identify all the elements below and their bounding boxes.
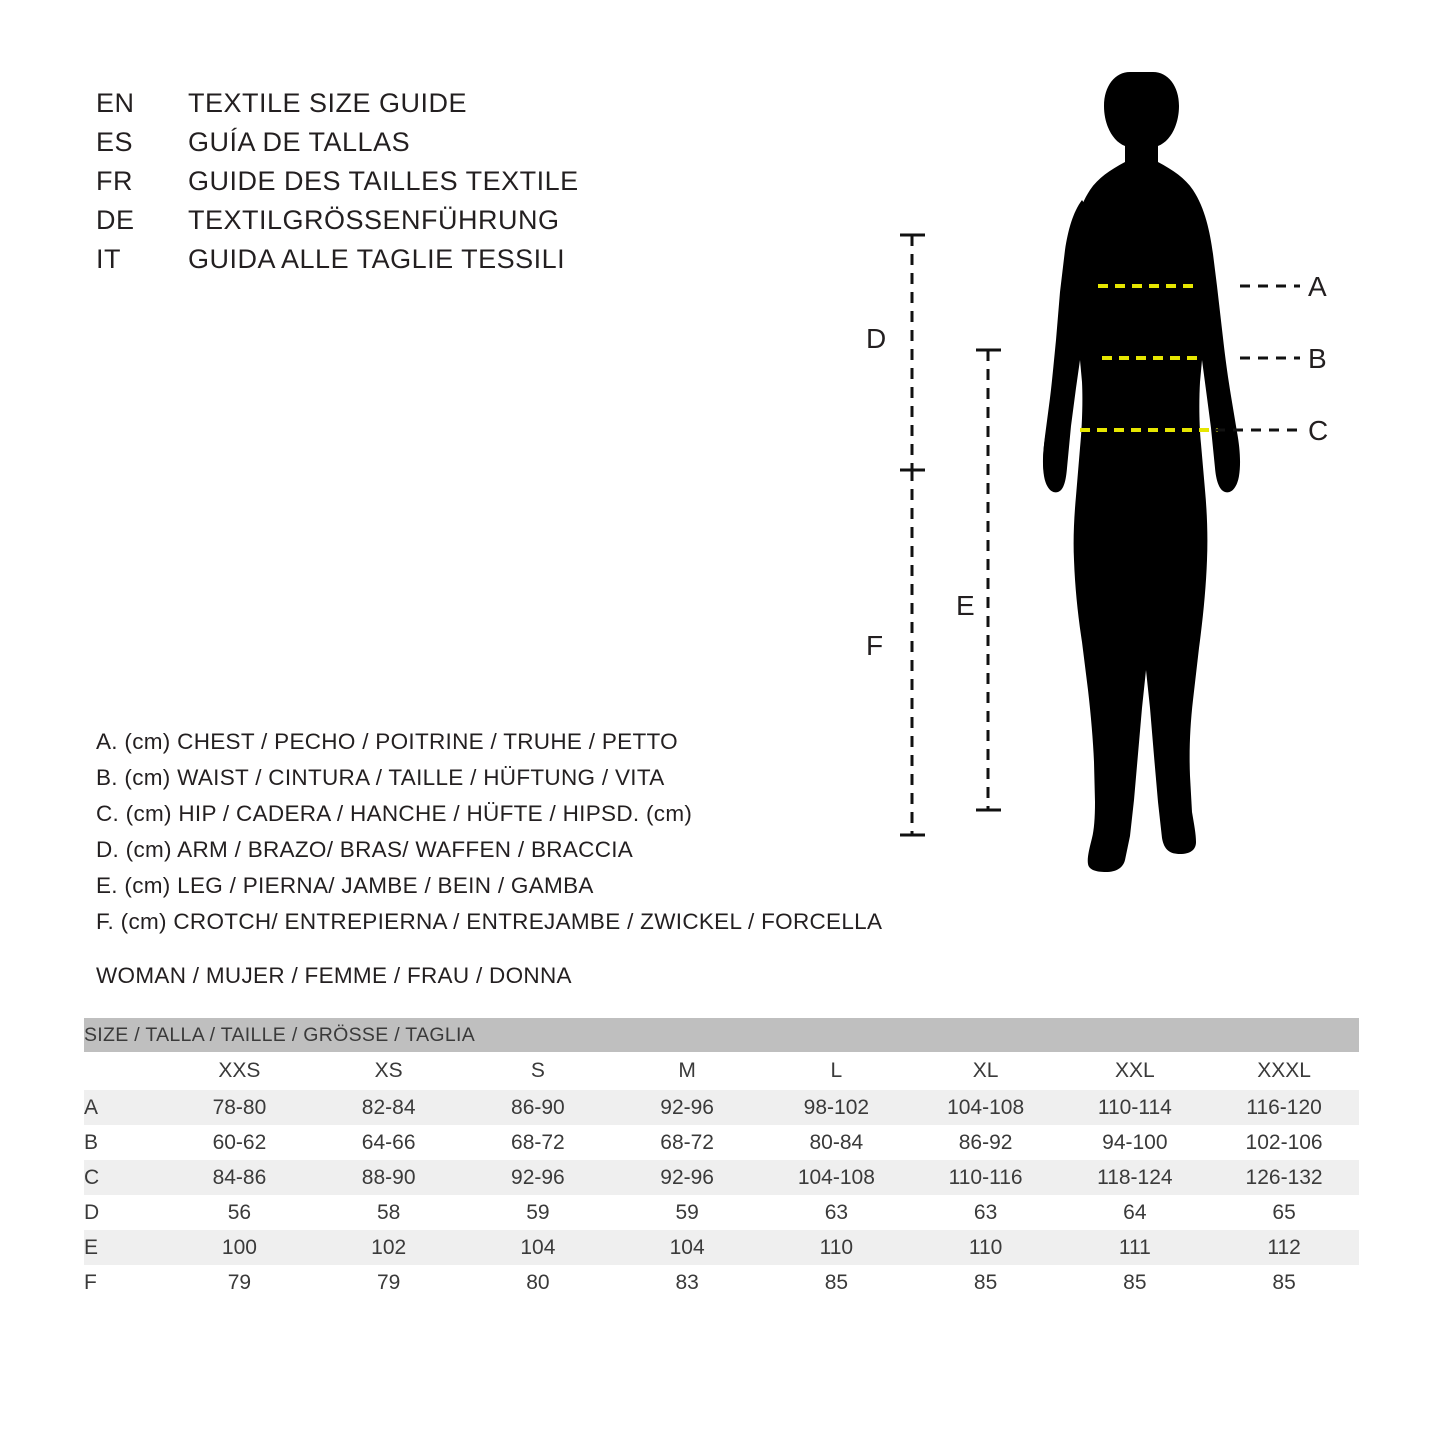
title-text-it: GUIDA ALLE TAGLIE TESSILI <box>188 244 566 274</box>
cell-a-l: 98-102 <box>762 1090 911 1125</box>
cell-c-l: 104-108 <box>762 1160 911 1195</box>
cell-f-m: 83 <box>675 1270 699 1294</box>
cell-a-m: 92-96 <box>612 1090 762 1125</box>
cell-a-xxs: 78-80 <box>165 1090 314 1125</box>
legend-item-b: B. (cm) WAIST / CINTURA / TAILLE / HÜFTUNG / VITA <box>96 765 665 790</box>
cell-a-s: 86-90 <box>464 1090 613 1125</box>
cell-f-s: 80 <box>526 1270 550 1294</box>
cell-f-xxs: 79 <box>227 1270 252 1294</box>
header-size-xxl: XXL <box>1061 1052 1210 1090</box>
marker-label-d: D <box>866 323 887 354</box>
cell-a-xxxl: 116-120 <box>1209 1090 1359 1125</box>
cell-d-xxl: 64 <box>1123 1200 1147 1224</box>
header-size-l: L <box>762 1052 911 1090</box>
marker-label-a: A <box>1308 271 1327 302</box>
header-size-xxxl: XXXL <box>1209 1052 1359 1090</box>
cell-c-m: 92-96 <box>612 1160 762 1195</box>
cell-c-s: 92-96 <box>464 1160 613 1195</box>
cell-f-xs: 79 <box>376 1270 401 1294</box>
title-text-es: GUÍA DE TALLAS <box>188 127 411 157</box>
cell-f-xxxl: 85 <box>1272 1270 1296 1294</box>
woman-silhouette-icon <box>1043 72 1240 872</box>
cell-b-m: 68-72 <box>660 1130 714 1154</box>
table-title-row <box>84 1018 1359 1052</box>
marker-label-c: C <box>1308 415 1329 446</box>
cell-a-xxl: 110-114 <box>1061 1090 1210 1125</box>
cell-f-xxl: 85 <box>1123 1270 1147 1294</box>
title-row <box>96 166 579 205</box>
title-lang-it: IT <box>96 244 121 274</box>
title-row <box>96 244 579 283</box>
title-text-en: TEXTILE SIZE GUIDE <box>188 88 468 118</box>
table-row <box>84 1195 1359 1230</box>
title-block <box>96 88 579 283</box>
cell-a-xs: 82-84 <box>314 1090 464 1125</box>
cell-d-l: 63 <box>824 1200 849 1224</box>
cell-d-s: 59 <box>526 1200 550 1224</box>
cell-d-xs: 58 <box>376 1200 401 1224</box>
row-label-c: C <box>84 1160 165 1195</box>
row-label-b: B <box>84 1130 99 1154</box>
row-label-d: D <box>84 1200 100 1224</box>
cell-c-xxl: 118-124 <box>1061 1160 1210 1195</box>
cell-d-xl: 63 <box>973 1200 998 1224</box>
cell-a-xl: 104-108 <box>911 1090 1061 1125</box>
cell-c-xxs: 84-86 <box>165 1160 314 1195</box>
cell-b-xxl: 94-100 <box>1102 1130 1168 1154</box>
cell-e-xs: 102 <box>314 1230 464 1265</box>
title-lang-es: ES <box>96 127 134 157</box>
legend-item-c: C. (cm) HIP / CADERA / HANCHE / HÜFTE / HIPSD. (cm) <box>96 801 693 826</box>
gender-label: WOMAN / MUJER / FEMME / FRAU / DONNA <box>96 963 572 988</box>
cell-b-s: 68-72 <box>511 1130 565 1154</box>
cell-c-xs: 88-90 <box>314 1160 464 1195</box>
title-row <box>96 127 579 166</box>
marker-label-b: B <box>1308 343 1327 374</box>
legend-item-a: A. (cm) CHEST / PECHO / POITRINE / TRUHE / PETTO <box>96 729 678 754</box>
legend-item-e: E. (cm) LEG / PIERNA/ JAMBE / BEIN / GAMBA <box>96 873 594 898</box>
measurement-legend <box>96 724 882 940</box>
row-label-e: E <box>84 1230 165 1265</box>
cell-e-l: 110 <box>762 1230 911 1265</box>
cell-e-xl: 110 <box>911 1230 1061 1265</box>
cell-e-s: 104 <box>464 1230 613 1265</box>
cell-f-xl: 85 <box>973 1270 998 1294</box>
cell-c-xl: 110-116 <box>911 1160 1061 1195</box>
cell-b-l: 80-84 <box>809 1130 864 1154</box>
table-row <box>84 1125 1359 1160</box>
title-lang-de: DE <box>96 205 135 235</box>
body-measurement-figure <box>830 40 1390 920</box>
title-text-de: TEXTILGRÖSSENFÜHRUNG <box>188 205 560 235</box>
cell-b-xs: 64-66 <box>361 1130 416 1154</box>
cell-f-l: 85 <box>824 1270 849 1294</box>
title-lang-en: EN <box>96 88 135 118</box>
legend-item-f: F. (cm) CROTCH/ ENTREPIERNA / ENTREJAMBE / ZWICKEL / FORCELLA <box>96 909 883 934</box>
row-label-f: F <box>84 1270 97 1294</box>
table-header-row <box>84 1052 1359 1090</box>
title-text-fr: GUIDE DES TAILLES TEXTILE <box>188 166 579 196</box>
title-row <box>96 205 579 244</box>
cell-c-xxxl: 126-132 <box>1209 1160 1359 1195</box>
title-lang-fr: FR <box>96 166 133 196</box>
legend-item-d: D. (cm) ARM / BRAZO/ BRAS/ WAFFEN / BRACCIA <box>96 837 634 862</box>
header-corner-cell <box>84 1052 165 1090</box>
row-label-a: A <box>84 1090 165 1125</box>
cell-e-xxs: 100 <box>165 1230 314 1265</box>
table-title-cell: SIZE / TALLA / TAILLE / GRÖSSE / TAGLIA <box>84 1018 1359 1052</box>
header-size-xs: XS <box>314 1052 464 1090</box>
cell-e-xxl: 111 <box>1061 1230 1210 1265</box>
header-size-s: S <box>464 1052 613 1090</box>
title-row <box>96 88 579 127</box>
cell-b-xxxl: 102-106 <box>1245 1130 1323 1154</box>
header-size-xl: XL <box>911 1052 1061 1090</box>
size-table <box>84 1018 1359 1300</box>
table-row <box>84 1265 1359 1300</box>
marker-label-f: F <box>866 630 884 661</box>
cell-b-xl: 86-92 <box>958 1130 1013 1154</box>
marker-label-e: E <box>956 590 975 621</box>
cell-d-xxxl: 65 <box>1272 1200 1296 1224</box>
cell-d-m: 59 <box>675 1200 699 1224</box>
cell-d-xxs: 56 <box>227 1200 252 1224</box>
header-size-m: M <box>612 1052 762 1090</box>
table-row <box>84 1230 1359 1265</box>
table-row <box>84 1090 1359 1125</box>
cell-e-xxxl: 112 <box>1209 1230 1359 1265</box>
table-row <box>84 1160 1359 1195</box>
header-size-xxs: XXS <box>165 1052 314 1090</box>
cell-e-m: 104 <box>612 1230 762 1265</box>
cell-b-xxs: 60-62 <box>212 1130 267 1154</box>
